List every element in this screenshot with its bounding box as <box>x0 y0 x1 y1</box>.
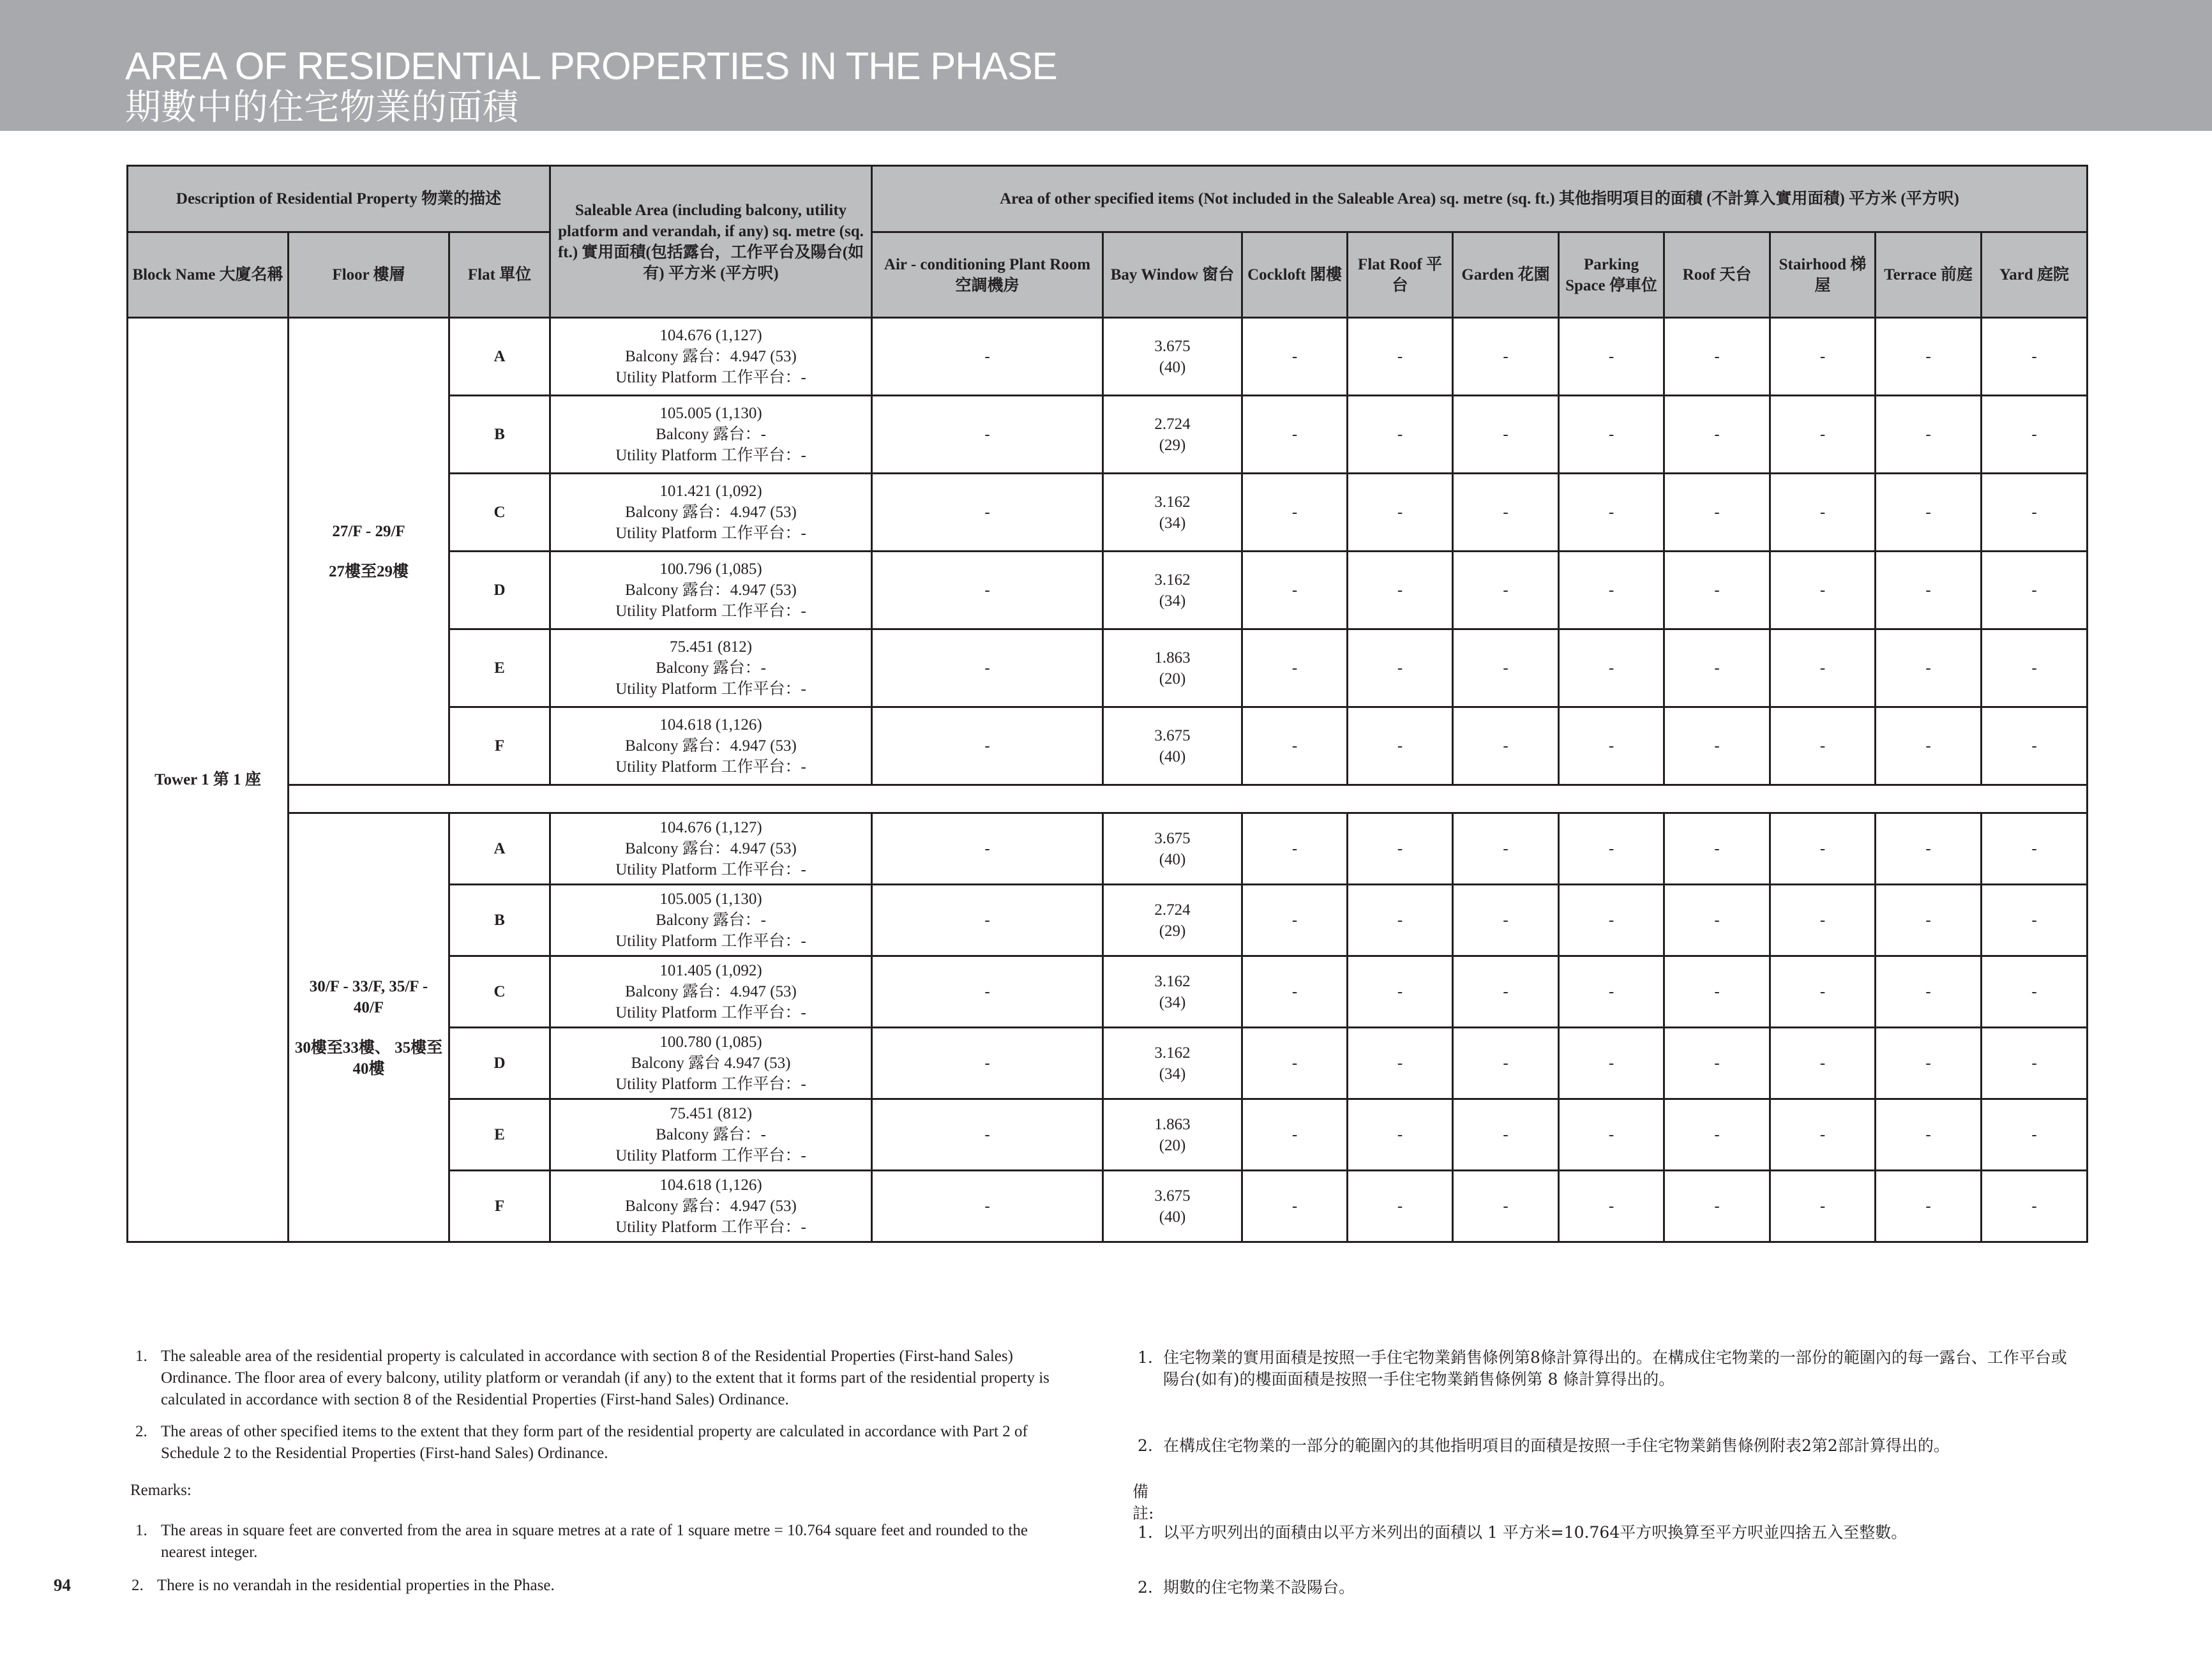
garden-cell: - <box>1453 318 1559 396</box>
bay-window-cell <box>1103 885 1242 956</box>
parking-space-cell: - <box>1559 552 1664 629</box>
bay-window-cell <box>1103 474 1242 552</box>
roof-cell: - <box>1664 629 1770 707</box>
garden-cell: - <box>1453 956 1559 1028</box>
saleable-area-value: 75.451 (812) <box>669 1105 753 1122</box>
bay-window-sqm: 3.675 <box>1154 829 1191 847</box>
utility-platform-area: Utility Platform 工作平台：- <box>615 1147 806 1164</box>
garden-cell: - <box>1453 813 1559 885</box>
bay-window-sqft: (40) <box>1159 1208 1186 1226</box>
saleable-area-value: 104.618 (1,126) <box>659 1177 762 1194</box>
terrace-cell: - <box>1876 318 1982 396</box>
ac-plant-room-cell: - <box>872 474 1103 552</box>
page-title-en: AREA OF RESIDENTIAL PROPERTIES IN THE PHASE <box>125 45 1057 87</box>
balcony-area: Balcony 露台：4.947 (53) <box>625 983 797 1000</box>
cockloft-cell: - <box>1242 1099 1348 1171</box>
header-flat: Flat 單位 <box>449 232 550 318</box>
balcony-area: Balcony 露台：4.947 (53) <box>625 737 797 755</box>
cockloft-cell: - <box>1242 318 1348 396</box>
title-banner <box>0 0 2212 131</box>
terrace-cell: - <box>1876 552 1982 629</box>
block-name-cell: Tower 1 第 1 座 <box>128 318 289 1242</box>
page-number: 94 <box>54 1575 71 1595</box>
ac-plant-room-cell: - <box>872 318 1103 396</box>
header-floor: Floor 樓層 <box>289 232 449 318</box>
header-terrace: Terrace 前庭 <box>1876 232 1982 318</box>
saleable-area-value: 100.780 (1,085) <box>659 1034 762 1051</box>
flat-cell: E <box>449 1099 550 1171</box>
page-title-zh: 期數中的住宅物業的面積 <box>125 87 518 128</box>
header-flat-roof: Flat Roof 平台 <box>1348 232 1453 318</box>
flat-roof-cell: - <box>1348 474 1453 552</box>
bay-window-sqft: (20) <box>1159 1136 1186 1154</box>
header-saleable-area: Saleable Area (including balcony, utility platform and verandah, if any) sq. metre (sq. ft.) 實用面積(包括露台，工作平台及陽台(如有) 平方米 (平方呎) <box>550 166 872 318</box>
cockloft-cell: - <box>1242 813 1348 885</box>
stairhood-cell: - <box>1770 552 1876 629</box>
bay-window-sqft: (40) <box>1159 358 1186 376</box>
ac-plant-room-cell: - <box>872 813 1103 885</box>
header-parking-space: Parking Space 停車位 <box>1559 232 1664 318</box>
parking-space-cell: - <box>1559 318 1664 396</box>
saleable-area-cell <box>550 474 872 552</box>
saleable-area-cell <box>550 1171 872 1242</box>
parking-space-cell: - <box>1559 707 1664 785</box>
parking-space-cell: - <box>1559 1171 1664 1242</box>
header-description: Description of Residential Property 物業的描述 <box>128 166 550 232</box>
terrace-cell: - <box>1876 396 1982 474</box>
saleable-area-value: 101.421 (1,092) <box>659 483 762 500</box>
bay-window-cell <box>1103 629 1242 707</box>
yard-cell: - <box>1982 885 2088 956</box>
flat-roof-cell: - <box>1348 1171 1453 1242</box>
group-separator-row <box>128 785 2088 813</box>
saleable-area-cell <box>550 1028 872 1099</box>
bay-window-sqm: 3.675 <box>1154 1187 1191 1205</box>
saleable-area-cell <box>550 396 872 474</box>
balcony-area: Balcony 露台 4.947 (53) <box>631 1055 791 1072</box>
cockloft-cell: - <box>1242 1028 1348 1099</box>
stairhood-cell: - <box>1770 318 1876 396</box>
saleable-area-value: 100.796 (1,085) <box>659 560 762 578</box>
yard-cell: - <box>1982 813 2088 885</box>
floor-label-en: 30/F - 33/F, 35/F - 40/F <box>309 977 428 1016</box>
yard-cell: - <box>1982 552 2088 629</box>
terrace-cell: - <box>1876 956 1982 1028</box>
parking-space-cell: - <box>1559 1099 1664 1171</box>
bay-window-cell <box>1103 1028 1242 1099</box>
utility-platform-area: Utility Platform 工作平台：- <box>615 861 806 878</box>
bay-window-sqft: (34) <box>1159 993 1186 1011</box>
bay-window-sqft: (34) <box>1159 1065 1186 1083</box>
stairhood-cell: - <box>1770 956 1876 1028</box>
stairhood-cell: - <box>1770 1171 1876 1242</box>
parking-space-cell: - <box>1559 885 1664 956</box>
saleable-area-value: 105.005 (1,130) <box>659 891 762 908</box>
yard-cell: - <box>1982 956 2088 1028</box>
roof-cell: - <box>1664 474 1770 552</box>
roof-cell: - <box>1664 956 1770 1028</box>
flat-cell: C <box>449 956 550 1028</box>
saleable-area-value: 104.676 (1,127) <box>659 819 762 836</box>
ac-plant-room-cell: - <box>872 1099 1103 1171</box>
terrace-cell: - <box>1876 1028 1982 1099</box>
bay-window-sqm: 3.162 <box>1154 1044 1191 1062</box>
roof-cell: - <box>1664 813 1770 885</box>
saleable-area-cell <box>550 707 872 785</box>
garden-cell: - <box>1453 629 1559 707</box>
flat-cell: E <box>449 629 550 707</box>
table-row <box>128 813 2088 885</box>
parking-space-cell: - <box>1559 813 1664 885</box>
garden-cell: - <box>1453 552 1559 629</box>
utility-platform-area: Utility Platform 工作平台：- <box>615 1004 806 1021</box>
parking-space-cell: - <box>1559 956 1664 1028</box>
floor-label-zh: 27樓至29樓 <box>328 562 409 580</box>
utility-platform-area: Utility Platform 工作平台：- <box>615 933 806 950</box>
remarks-zh-label: 備註: <box>1132 1482 1154 1522</box>
flat-cell: F <box>449 1171 550 1242</box>
saleable-area-value: 104.676 (1,127) <box>659 327 762 344</box>
ac-plant-room-cell: - <box>872 396 1103 474</box>
header-other-items: Area of other specified items (Not included in the Saleable Area) sq. metre (sq. ft.) 其他指明項目的面積 (不計算入實用面積) 平方米 (平方呎) <box>872 166 2088 232</box>
flat-roof-cell: - <box>1348 1028 1453 1099</box>
cockloft-cell: - <box>1242 956 1348 1028</box>
bay-window-cell <box>1103 396 1242 474</box>
terrace-cell: - <box>1876 885 1982 956</box>
parking-space-cell: - <box>1559 474 1664 552</box>
stairhood-cell: - <box>1770 629 1876 707</box>
stairhood-cell: - <box>1770 813 1876 885</box>
bay-window-sqm: 1.863 <box>1154 649 1191 666</box>
bay-window-sqm: 2.724 <box>1154 415 1191 433</box>
bay-window-sqm: 2.724 <box>1154 901 1191 919</box>
saleable-area-value: 105.005 (1,130) <box>659 405 762 422</box>
parking-space-cell: - <box>1559 396 1664 474</box>
terrace-cell: - <box>1876 1099 1982 1171</box>
bay-window-sqm: 3.675 <box>1154 337 1191 355</box>
ac-plant-room-cell: - <box>872 707 1103 785</box>
bay-window-sqm: 3.675 <box>1154 726 1191 744</box>
yard-cell: - <box>1982 1099 2088 1171</box>
saleable-area-value: 104.618 (1,126) <box>659 716 762 733</box>
utility-platform-area: Utility Platform 工作平台：- <box>615 369 806 386</box>
roof-cell: - <box>1664 1171 1770 1242</box>
header-cockloft: Cockloft 閣樓 <box>1242 232 1348 318</box>
terrace-cell: - <box>1876 1171 1982 1242</box>
header-roof: Roof 天台 <box>1664 232 1770 318</box>
header-bay-window: Bay Window 窗台 <box>1103 232 1242 318</box>
remarks-en-label: Remarks: <box>130 1482 192 1499</box>
terrace-cell: - <box>1876 813 1982 885</box>
utility-platform-area: Utility Platform 工作平台：- <box>615 447 806 464</box>
utility-platform-area: Utility Platform 工作平台：- <box>615 758 806 776</box>
ac-plant-room-cell: - <box>872 552 1103 629</box>
flat-cell: D <box>449 1028 550 1099</box>
utility-platform-area: Utility Platform 工作平台：- <box>615 1219 806 1236</box>
utility-platform-area: Utility Platform 工作平台：- <box>615 603 806 620</box>
bay-window-sqft: (29) <box>1159 436 1186 454</box>
bay-window-cell <box>1103 1171 1242 1242</box>
balcony-area: Balcony 露台：- <box>656 426 766 443</box>
flat-roof-cell: - <box>1348 885 1453 956</box>
parking-space-cell: - <box>1559 1028 1664 1099</box>
saleable-area-cell <box>550 1099 872 1171</box>
terrace-cell: - <box>1876 474 1982 552</box>
saleable-area-cell <box>550 629 872 707</box>
flat-cell: B <box>449 396 550 474</box>
stairhood-cell: - <box>1770 1028 1876 1099</box>
balcony-area: Balcony 露台：4.947 (53) <box>625 348 797 365</box>
bay-window-sqft: (40) <box>1159 748 1186 765</box>
ac-plant-room-cell: - <box>872 956 1103 1028</box>
bay-window-cell <box>1103 318 1242 396</box>
yard-cell: - <box>1982 318 2088 396</box>
garden-cell: - <box>1453 1171 1559 1242</box>
garden-cell: - <box>1453 707 1559 785</box>
ac-plant-room-cell: - <box>872 1028 1103 1099</box>
garden-cell: - <box>1453 1099 1559 1171</box>
bay-window-cell <box>1103 552 1242 629</box>
balcony-area: Balcony 露台：- <box>656 659 766 677</box>
header-garden: Garden 花園 <box>1453 232 1559 318</box>
header-yard: Yard 庭院 <box>1982 232 2088 318</box>
roof-cell: - <box>1664 318 1770 396</box>
garden-cell: - <box>1453 474 1559 552</box>
balcony-area: Balcony 露台：- <box>656 1126 766 1143</box>
separator-cell <box>289 785 2088 813</box>
stairhood-cell: - <box>1770 707 1876 785</box>
flat-roof-cell: - <box>1348 707 1453 785</box>
balcony-area: Balcony 露台：4.947 (53) <box>625 1198 797 1215</box>
yard-cell: - <box>1982 396 2088 474</box>
area-table <box>126 165 2088 1243</box>
bay-window-sqft: (29) <box>1159 922 1186 940</box>
bay-window-sqm: 3.162 <box>1154 972 1191 990</box>
yard-cell: - <box>1982 1171 2088 1242</box>
saleable-area-value: 101.405 (1,092) <box>659 962 762 979</box>
cockloft-cell: - <box>1242 552 1348 629</box>
utility-platform-area: Utility Platform 工作平台：- <box>615 1076 806 1093</box>
garden-cell: - <box>1453 396 1559 474</box>
cockloft-cell: - <box>1242 396 1348 474</box>
flat-cell: A <box>449 813 550 885</box>
header-ac-plant-room: Air - conditioning Plant Room 空調機房 <box>872 232 1103 318</box>
saleable-area-cell <box>550 318 872 396</box>
saleable-area-value: 75.451 (812) <box>669 638 753 656</box>
header-block-name: Block Name 大廈名稱 <box>128 232 289 318</box>
cockloft-cell: - <box>1242 1171 1348 1242</box>
yard-cell: - <box>1982 629 2088 707</box>
flat-roof-cell: - <box>1348 318 1453 396</box>
balcony-area: Balcony 露台：- <box>656 912 766 929</box>
roof-cell: - <box>1664 1028 1770 1099</box>
ac-plant-room-cell: - <box>872 629 1103 707</box>
bay-window-sqft: (34) <box>1159 592 1186 610</box>
saleable-area-cell <box>550 552 872 629</box>
floor-cell <box>289 813 449 1242</box>
flat-cell: B <box>449 885 550 956</box>
roof-cell: - <box>1664 396 1770 474</box>
bay-window-cell <box>1103 956 1242 1028</box>
header-stairhood: Stairhood 梯屋 <box>1770 232 1876 318</box>
yard-cell: - <box>1982 474 2088 552</box>
terrace-cell: - <box>1876 707 1982 785</box>
saleable-area-cell <box>550 813 872 885</box>
bay-window-sqft: (34) <box>1159 514 1186 532</box>
parking-space-cell: - <box>1559 629 1664 707</box>
bay-window-cell <box>1103 707 1242 785</box>
stairhood-cell: - <box>1770 474 1876 552</box>
roof-cell: - <box>1664 1099 1770 1171</box>
stairhood-cell: - <box>1770 885 1876 956</box>
flat-roof-cell: - <box>1348 956 1453 1028</box>
garden-cell: - <box>1453 1028 1559 1099</box>
flat-cell: A <box>449 318 550 396</box>
bay-window-sqm: 3.162 <box>1154 493 1191 511</box>
roof-cell: - <box>1664 552 1770 629</box>
utility-platform-area: Utility Platform 工作平台：- <box>615 680 806 698</box>
floor-cell <box>289 318 449 785</box>
roof-cell: - <box>1664 707 1770 785</box>
bay-window-sqft: (20) <box>1159 670 1186 688</box>
flat-cell: F <box>449 707 550 785</box>
flat-cell: D <box>449 552 550 629</box>
cockloft-cell: - <box>1242 707 1348 785</box>
bay-window-sqm: 3.162 <box>1154 571 1191 589</box>
roof-cell: - <box>1664 885 1770 956</box>
flat-roof-cell: - <box>1348 396 1453 474</box>
cockloft-cell: - <box>1242 474 1348 552</box>
utility-platform-area: Utility Platform 工作平台：- <box>615 525 806 542</box>
table-row <box>128 318 2088 396</box>
bay-window-cell <box>1103 813 1242 885</box>
garden-cell: - <box>1453 885 1559 956</box>
bay-window-cell <box>1103 1099 1242 1171</box>
ac-plant-room-cell: - <box>872 885 1103 956</box>
floor-label-zh: 30樓至33樓、 35樓至40樓 <box>294 1039 443 1078</box>
cockloft-cell: - <box>1242 629 1348 707</box>
balcony-area: Balcony 露台：4.947 (53) <box>625 840 797 857</box>
bay-window-sqft: (40) <box>1159 850 1186 868</box>
balcony-area: Balcony 露台：4.947 (53) <box>625 582 797 599</box>
cockloft-cell: - <box>1242 885 1348 956</box>
flat-roof-cell: - <box>1348 629 1453 707</box>
ac-plant-room-cell: - <box>872 1171 1103 1242</box>
yard-cell: - <box>1982 707 2088 785</box>
terrace-cell: - <box>1876 629 1982 707</box>
floor-label-en: 27/F - 29/F <box>332 522 405 540</box>
bay-window-sqm: 1.863 <box>1154 1115 1191 1133</box>
stairhood-cell: - <box>1770 396 1876 474</box>
yard-cell: - <box>1982 1028 2088 1099</box>
saleable-area-cell <box>550 956 872 1028</box>
flat-roof-cell: - <box>1348 1099 1453 1171</box>
flat-cell: C <box>449 474 550 552</box>
stairhood-cell: - <box>1770 1099 1876 1171</box>
flat-roof-cell: - <box>1348 813 1453 885</box>
saleable-area-cell <box>550 885 872 956</box>
flat-roof-cell: - <box>1348 552 1453 629</box>
balcony-area: Balcony 露台：4.947 (53) <box>625 504 797 521</box>
